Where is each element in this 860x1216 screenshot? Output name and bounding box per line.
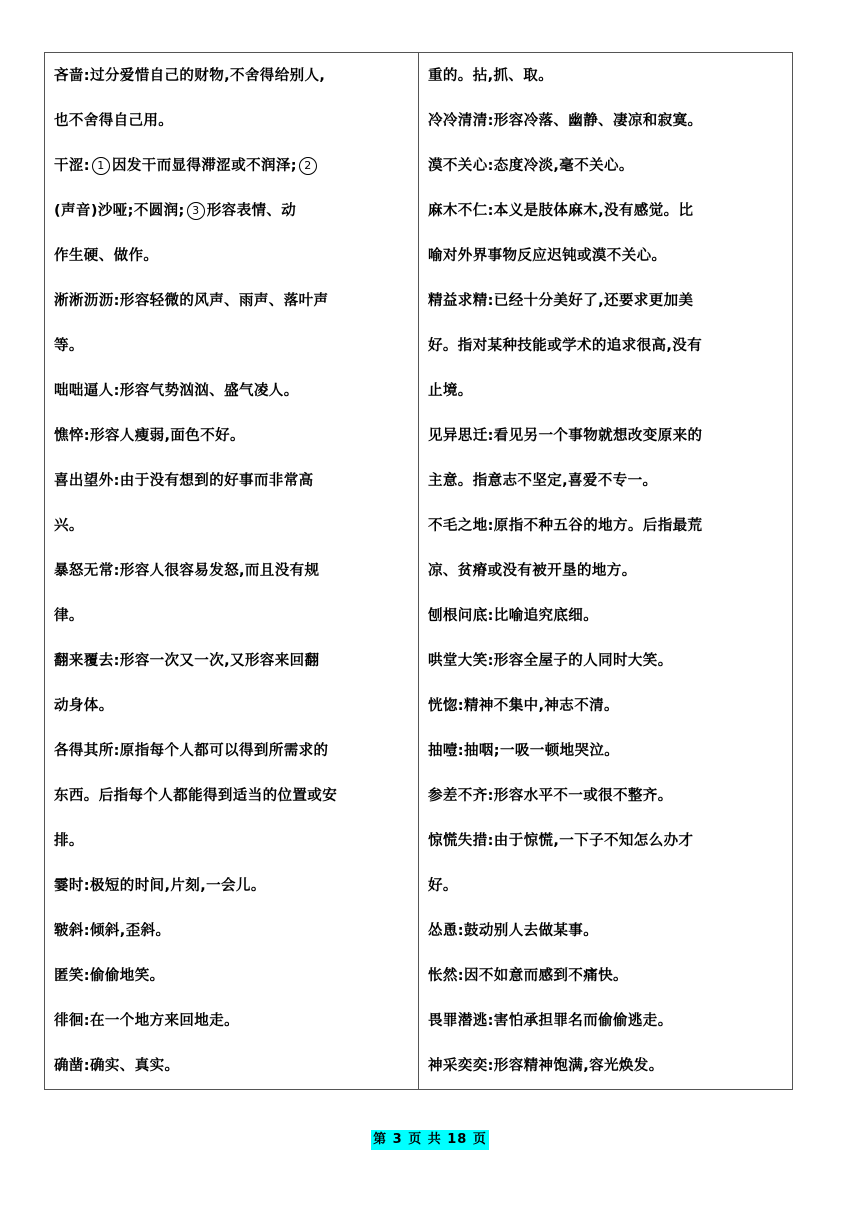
page-number: 第 3 页 共 18 页: [371, 1130, 489, 1150]
entry-line: 兴。: [54, 518, 84, 534]
right-column: [419, 53, 792, 1089]
entry-line: 恍惚:精神不集中,神志不清。: [428, 698, 619, 714]
entry-line: 徘徊:在一个地方来回地走。: [54, 1013, 239, 1029]
vocabulary-table: [44, 52, 793, 1090]
entry-line: 怅然:因不如意而感到不痛快。: [428, 968, 628, 984]
entry-line: 怂恿:鼓动别人去做某事。: [428, 923, 599, 939]
entry-line: 喻对外界事物反应迟钝或漠不关心。: [428, 248, 667, 264]
entry-line: 凉、贫瘠或没有被开垦的地方。: [428, 563, 637, 579]
entry-line: 律。: [54, 608, 84, 624]
entry-text: 因发干而显得滞涩或不润泽;: [112, 158, 297, 174]
entry-line: 东西。后指每个人都能得到适当的位置或安: [54, 788, 338, 804]
entry-text: 形容表情、动: [206, 203, 297, 219]
entry-line: 暴怒无常:形容人很容易发怒,而且没有规: [54, 563, 320, 579]
entry-text: (声音)沙哑;不圆润;: [54, 203, 185, 219]
circled-number-2: 2: [299, 157, 317, 175]
entry-line: 等。: [54, 338, 84, 354]
entry-line: 止境。: [428, 383, 473, 399]
entry-line: 重的。拈,抓、取。: [428, 68, 554, 84]
entry-line: 喜出望外:由于没有想到的好事而非常高: [54, 473, 314, 489]
entry-line: 刨根问底:比喻追究底细。: [428, 608, 599, 624]
entry-line: 哄堂大笑:形容全屋子的人同时大笑。: [428, 653, 673, 669]
entry-line: 吝啬:过分爱惜自己的财物,不舍得给别人,: [54, 68, 326, 84]
entry-text: 干涩:: [54, 158, 90, 174]
circled-number-3: 3: [187, 202, 205, 220]
entry-line: 见异思迁:看见另一个事物就想改变原来的: [428, 428, 703, 444]
entry-line: 憔悴:形容人瘦弱,面色不好。: [54, 428, 245, 444]
entry-line: 翻来覆去:形容一次又一次,又形容来回翻: [54, 653, 320, 669]
entry-line: 神采奕奕:形容精神饱满,容光焕发。: [428, 1058, 664, 1074]
entry-line: 好。指对某种技能或学术的追求很高,没有: [428, 338, 703, 354]
entry-line: 畏罪潜逃:害怕承担罪名而偷偷逃走。: [428, 1013, 673, 1029]
circled-number-1: 1: [92, 157, 110, 175]
page-footer: [0, 1128, 860, 1150]
entry-line: [54, 155, 410, 200]
entry-line: 确凿:确实、真实。: [54, 1058, 180, 1074]
entry-line: 好。: [428, 878, 458, 894]
entry-line: 抽噎:抽咽;一吸一顿地哭泣。: [428, 743, 620, 759]
entry-line: 咄咄逼人:形容气势汹汹、盛气凌人。: [54, 383, 299, 399]
entry-line: 动身体。: [54, 698, 114, 714]
entry-line: 精益求精:已经十分美好了,还要求更加美: [428, 293, 694, 309]
entry-line: 漠不关心:态度冷淡,毫不关心。: [428, 158, 634, 174]
entry-line: 不毛之地:原指不种五谷的地方。后指最荒: [428, 518, 703, 534]
entry-line: 惊慌失措:由于惊慌,一下子不知怎么办才: [428, 833, 694, 849]
entry-line: 霎时:极短的时间,片刻,一会儿。: [54, 878, 266, 894]
entry-line: 冷冷清清:形容冷落、幽静、凄凉和寂寞。: [428, 113, 703, 129]
entry-line: 参差不齐:形容水平不一或很不整齐。: [428, 788, 673, 804]
left-column: [45, 53, 419, 1089]
entry-line: [54, 200, 410, 245]
entry-line: 皲斜:倾斜,歪斜。: [54, 923, 171, 939]
entry-line: 各得其所:原指每个人都可以得到所需求的: [54, 743, 329, 759]
entry-line: 也不舍得自己用。: [54, 113, 174, 129]
entry-line: 主意。指意志不坚定,喜爱不专一。: [428, 473, 658, 489]
entry-line: 麻木不仁:本义是肢体麻木,没有感觉。比: [428, 203, 694, 219]
entry-line: 淅淅沥沥:形容轻微的风声、雨声、落叶声: [54, 293, 329, 309]
entry-line: 匿笑:偷偷地笑。: [54, 968, 165, 984]
entry-line: 排。: [54, 833, 84, 849]
entry-line: 作生硬、做作。: [54, 248, 159, 264]
